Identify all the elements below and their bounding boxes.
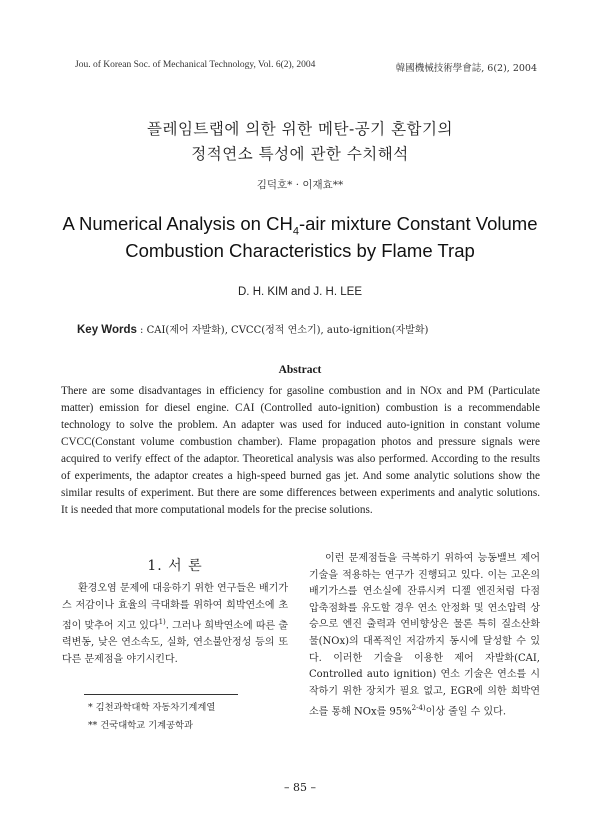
english-title-post: -air mixture Constant Volume — [298, 213, 538, 234]
english-title-subscript: 4 — [292, 225, 299, 238]
intro-right-text-a: 이런 문제점들을 극복하기 위하여 능동밸브 제어기술을 적용하는 연구가 진행되고 있다. 이는 고온의 배기가스를 연소실에 잔류시켜 디젤 엔진처럼 다점 압축점화를 유도할 경우 연소 안정화 및 연소압력 상승으로 엔진 출력과 연비향상은 물론 특히 질소산화물(NOx)의 대폭적인 저감까지 동시에 달성할 수 있다. 이러한 기술을 이용한 제어 자발화(CAI, Controlled auto ignition) 연소 기술은 연소를 시작하기 위한 장치가 필요 없고, EGR에 의한 희박연소를 통해 NOx를 95% — [309, 553, 540, 718]
intro-left-column — [62, 581, 288, 668]
abstract-text: There are some disadvantages in efficiency for gasoline combustion and in NOx and PM (Particulate matter) emission for diesel engine. CAI (Controlled auto-ignition) combustion is a recommendable technology to solve the problem. An adapter was used for induced auto-ignition in constant volume CVCC(Constant volume combustion chamber). Flame propagation photos and pressure signals were acquired to verify effect of the adaptor. Theoretical analysis was also performed. According to the results of experiments, the adaptor creates a high-speed burned gas jet. And some analytic solutions show the similar results of experiment. But there are some differences between experiments and analytic solutions. It is needed that more computational models for the precise solutions. — [61, 385, 540, 516]
korean-authors: 김덕호* · 이재효** — [256, 179, 344, 191]
running-header-right: 韓國機械技術學會誌, 6(2), 2004 — [395, 63, 537, 74]
section-heading-introduction: 1. 서 론 — [147, 558, 203, 574]
running-header-left: Jou. of Korean Soc. of Mechanical Technology, Vol. 6(2), 2004 — [75, 60, 316, 70]
intro-right-text-b: 이상 줄일 수 있다. — [425, 706, 507, 718]
english-title-line1 — [0, 213, 600, 238]
footnote-affiliation-1: * 김천과학대학 자동차기계계열 — [88, 702, 216, 713]
footnote-affiliation-2: ** 건국대학교 기계공학과 — [88, 720, 194, 731]
abstract-heading: Abstract — [278, 364, 322, 376]
english-authors: D. H. KIM and J. H. LEE — [238, 286, 362, 298]
footnote-divider — [84, 694, 238, 695]
english-title-line2: Combustion Characteristics by Flame Trap — [125, 240, 475, 261]
intro-right-column — [309, 551, 540, 721]
keywords-text: : CAI(제어 자발화), CVCC(정적 연소기), auto-ignition(자발화) — [140, 325, 429, 336]
english-title-pre: A Numerical Analysis on CH — [62, 213, 293, 234]
citation-2-4: 2-4) — [411, 704, 426, 713]
korean-title-line2: 정적연소 특성에 관한 수치해석 — [191, 145, 409, 163]
page-number: – 85 – — [284, 781, 316, 794]
keywords-label: Key Words — [77, 324, 137, 336]
intro-left-text-a: 환경오염 문제에 대응하기 위한 연구들은 배기가스 저감이나 효율의 극대화를 위하여 희박연소에 초점이 맞추어 지고 있다 — [62, 583, 288, 632]
intro-left-text-b: . 그러나 희박연소에 따른 출력변동, 낮은 연소속도, 실화, 연소불안정성 등의 또 다른 문제점을 야기시킨다. — [62, 620, 289, 665]
citation-1: 1) — [158, 618, 166, 627]
korean-title-line1: 플레임트랩에 의한 위한 메탄-공기 혼합기의 — [147, 120, 453, 138]
keywords-line — [77, 321, 428, 336]
